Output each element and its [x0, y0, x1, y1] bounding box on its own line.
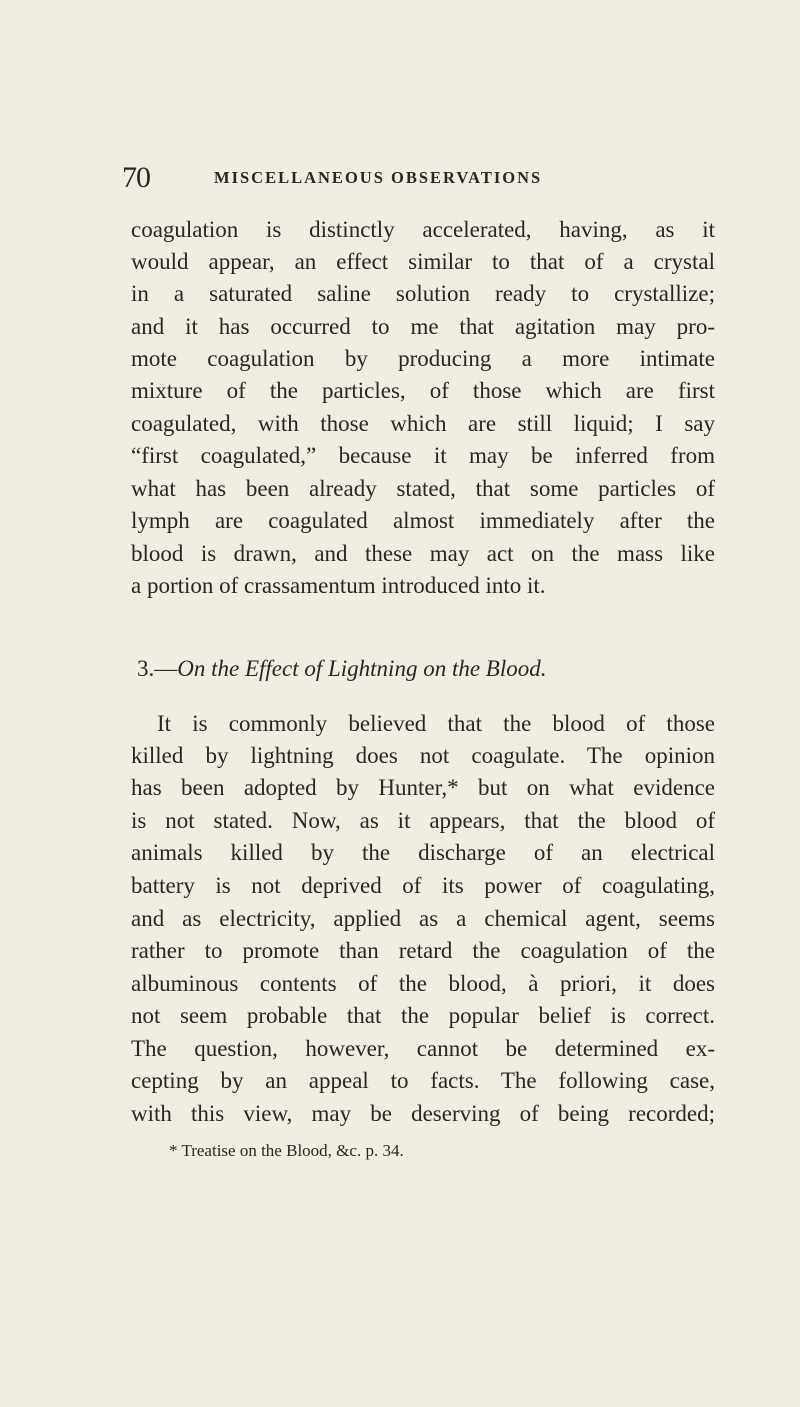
text-line: mote coagulation by producing a more intimate — [131, 346, 715, 371]
page-header — [122, 160, 702, 196]
text-line: what has been already stated, that some particles of — [131, 476, 715, 501]
footnote: * Treatise on the Blood, &c. p. 34. — [169, 1141, 404, 1160]
text-line: and as electricity, applied as a chemical agent, seems — [131, 906, 715, 931]
text-line: has been adopted by Hunter,* but on what evidence — [131, 775, 715, 800]
text-line: The question, however, cannot be determined ex- — [131, 1036, 715, 1061]
text-line: is not stated. Now, as it appears, that the blood of — [131, 808, 715, 833]
text-line: a portion of crassamentum introduced into it. — [131, 573, 546, 598]
section-heading — [137, 653, 547, 685]
text-line: killed by lightning does not coagulate. The opinion — [131, 743, 715, 768]
section-number: 3. — [137, 656, 155, 681]
text-line: in a saturated saline solution ready to crystallize; — [131, 281, 715, 306]
text-line: lymph are coagulated almost immediately after the — [131, 508, 715, 533]
text-line: would appear, an effect similar to that of a crystal — [131, 249, 715, 274]
text-line: battery is not deprived of its power of coagulating, — [131, 873, 715, 898]
text-line: and it has occurred to me that agitation may pro- — [131, 314, 715, 339]
text-line: mixture of the particles, of those which are first — [131, 378, 715, 403]
text-line: rather to promote than retard the coagulation of the — [131, 938, 715, 963]
text-line: coagulation is distinctly accelerated, having, as it — [131, 217, 715, 242]
text-line: blood is drawn, and these may act on the mass like — [131, 541, 715, 566]
page-number: 70 — [122, 161, 150, 194]
section-title: On the Effect of Lightning on the Blood. — [177, 656, 547, 681]
text-line: with this view, may be deserving of being recorded; — [131, 1101, 715, 1126]
running-head: MISCELLANEOUS OBSERVATIONS — [214, 168, 543, 187]
text-line: It is commonly believed that the blood of those — [157, 711, 715, 736]
section-dash: — — [154, 656, 178, 681]
text-line: not seem probable that the popular belief is correct. — [131, 1003, 715, 1028]
text-line: albuminous contents of the blood, à priori, it does — [131, 971, 715, 996]
text-line: cepting by an appeal to facts. The following case, — [131, 1068, 715, 1093]
text-line: coagulated, with those which are still liquid; I say — [131, 411, 715, 436]
text-line: “first coagulated,” because it may be inferred from — [131, 443, 715, 468]
text-line: animals killed by the discharge of an electrical — [131, 840, 715, 865]
